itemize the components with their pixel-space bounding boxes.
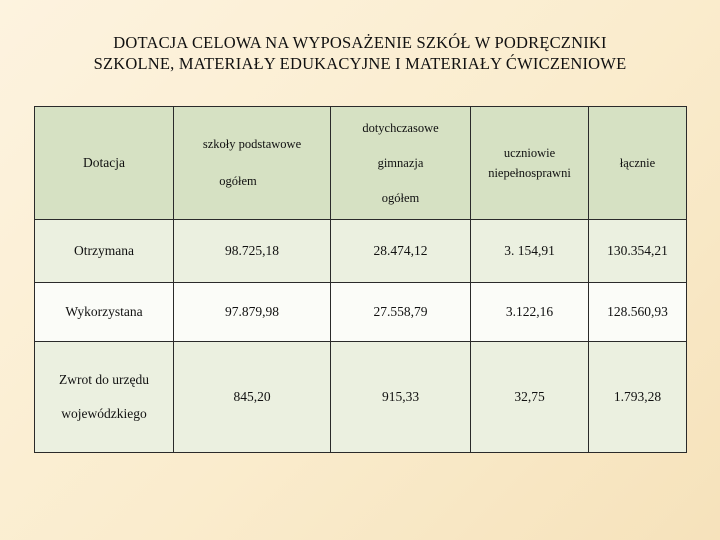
subsidy-table [34, 106, 687, 453]
table-header-row [35, 107, 687, 220]
row-label-line2: wojewódzkiego [61, 406, 147, 421]
cell-lacznie: 1.793,28 [589, 342, 687, 453]
row-label [35, 342, 174, 453]
row-label: Otrzymana [35, 220, 174, 283]
title-line-1: DOTACJA CELOWA NA WYPOSAŻENIE SZKÓŁ W PODRĘCZNIKI [113, 33, 607, 52]
cell-uczniowie: 3. 154,91 [471, 220, 589, 283]
cell-uczniowie: 32,75 [471, 342, 589, 453]
header-gimnazja-ogolem: ogółem [381, 190, 420, 205]
header-dotacja: Dotacja [35, 107, 174, 220]
header-szkoly-podstawowe [174, 107, 331, 220]
cell-lacznie: 130.354,21 [589, 220, 687, 283]
cell-gimnazja: 27.558,79 [331, 283, 471, 342]
row-label: Wykorzystana [35, 283, 174, 342]
header-uczniowie-line2: niepełnosprawni [488, 166, 571, 180]
header-lacznie: łącznie [589, 107, 687, 220]
header-szkoly-label: szkoły podstawowe [202, 137, 302, 151]
header-dotychczasowe: dotychczasowe [362, 120, 439, 135]
table-row [35, 283, 687, 342]
header-gimnazja [331, 107, 471, 220]
cell-szkoly: 97.879,98 [174, 283, 331, 342]
table-row [35, 342, 687, 453]
cell-szkoly: 98.725,18 [174, 220, 331, 283]
header-gimnazja-label: gimnazja [377, 155, 424, 170]
table-row [35, 220, 687, 283]
cell-gimnazja: 28.474,12 [331, 220, 471, 283]
cell-szkoly: 845,20 [174, 342, 331, 453]
page-title [30, 32, 690, 74]
header-szkoly-ogolem: ogółem [219, 174, 257, 188]
header-uczniowie-line1: uczniowie [503, 146, 556, 160]
cell-lacznie: 128.560,93 [589, 283, 687, 342]
cell-gimnazja: 915,33 [331, 342, 471, 453]
cell-uczniowie: 3.122,16 [471, 283, 589, 342]
header-uczniowie [471, 107, 589, 220]
row-label-line1: Zwrot do urzędu [59, 372, 149, 387]
title-line-2: SZKOLNE, MATERIAŁY EDUKACYJNE I MATERIAŁY ĆWICZENIOWE [93, 54, 627, 73]
